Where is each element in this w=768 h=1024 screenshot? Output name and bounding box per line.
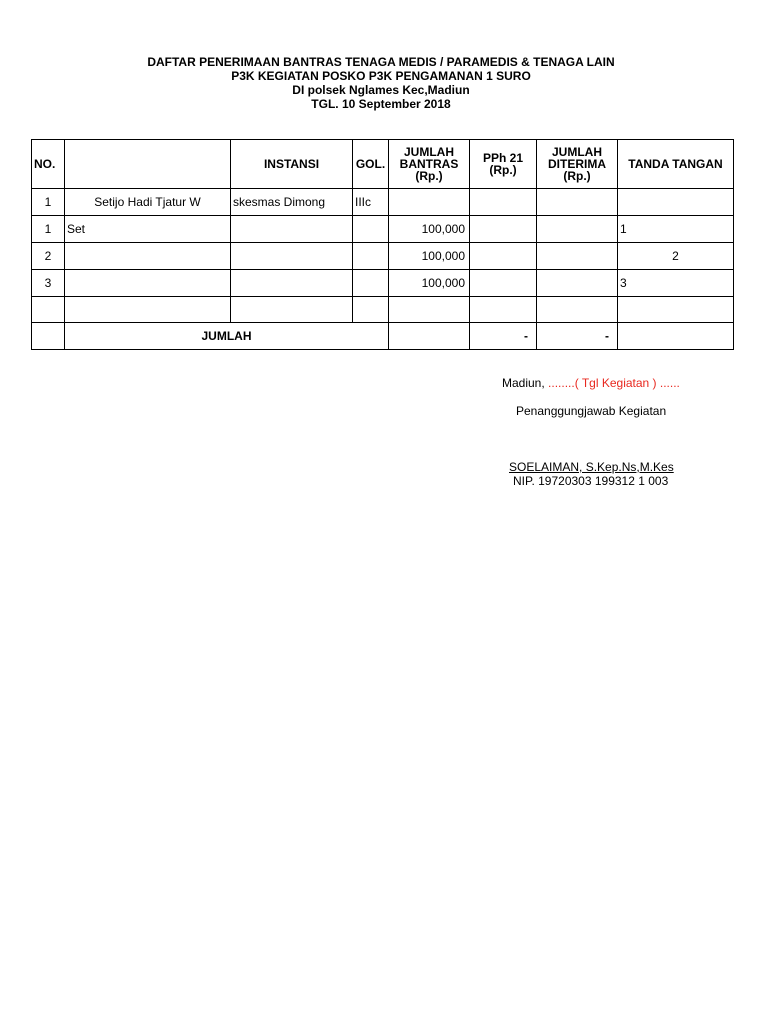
signature-place-date [502, 376, 680, 390]
table-row [32, 216, 734, 243]
cell-no: 1 [32, 216, 65, 243]
total-blank-cell [32, 323, 65, 350]
cell-instansi [231, 243, 353, 270]
cell-diterima [537, 270, 618, 297]
cell-no [32, 297, 65, 323]
cell-diterima [537, 297, 618, 323]
signature-name: SOELAIMAN, S.Kep.Ns,M.Kes [509, 460, 674, 474]
signature-role: Penanggungjawab Kegiatan [516, 404, 667, 418]
col-header-jumlah-bantras: JUMLAH BANTRAS (Rp.) [389, 140, 470, 189]
col-header-nama [65, 140, 231, 189]
table-row [32, 297, 734, 323]
cell-nama [65, 270, 231, 297]
doc-location: DI polsek Nglames Kec,Madiun [292, 83, 470, 97]
cell-pph [470, 270, 537, 297]
col-header-instansi: INSTANSI [231, 140, 353, 189]
cell-ttd: 1 [618, 216, 734, 243]
cell-diterima [537, 243, 618, 270]
cell-nama [65, 297, 231, 323]
cell-ttd: 3 [618, 270, 734, 297]
cell-ttd [618, 297, 734, 323]
doc-subtitle: P3K KEGIATAN POSKO P3K PENGAMANAN 1 SURO [231, 69, 531, 83]
cell-no: 3 [32, 270, 65, 297]
table-row [32, 270, 734, 297]
doc-title: DAFTAR PENERIMAAN BANTRAS TENAGA MEDIS / PARAMEDIS & TENAGA LAIN [147, 55, 615, 69]
total-label: JUMLAH [65, 323, 389, 350]
signature-date-placeholder: ........( Tgl Kegiatan ) ...... [548, 376, 680, 390]
col-header-no: NO. [32, 140, 65, 189]
cell-diterima [537, 189, 618, 216]
cell-bantras: 100,000 [389, 243, 470, 270]
cell-bantras: 100,000 [389, 270, 470, 297]
col-header-gol: GOL. [353, 140, 389, 189]
cell-bantras [389, 189, 470, 216]
cell-nama [65, 243, 231, 270]
doc-date: TGL. 10 September 2018 [311, 97, 451, 111]
table-header-row [32, 140, 734, 189]
cell-instansi: skesmas Dimong [231, 189, 353, 216]
cell-pph [470, 243, 537, 270]
cell-nama: Setijo Hadi Tjatur W [65, 189, 231, 216]
total-bantras [389, 323, 470, 350]
cell-gol: IIIc [353, 189, 389, 216]
cell-instansi [231, 297, 353, 323]
cell-gol [353, 270, 389, 297]
cell-no: 1 [32, 189, 65, 216]
cell-pph [470, 297, 537, 323]
total-pph: - [470, 323, 537, 350]
signature-place: Madiun, [502, 376, 545, 390]
col-header-tanda-tangan: TANDA TANGAN [618, 140, 734, 189]
cell-instansi [231, 216, 353, 243]
table-row [32, 243, 734, 270]
cell-pph [470, 216, 537, 243]
col-header-pph21: PPh 21 (Rp.) [470, 140, 537, 189]
cell-pph [470, 189, 537, 216]
cell-ttd [618, 189, 734, 216]
table-row [32, 189, 734, 216]
cell-bantras: 100,000 [389, 216, 470, 243]
cell-instansi [231, 270, 353, 297]
total-diterima: - [537, 323, 618, 350]
cell-gol [353, 243, 389, 270]
cell-nama: Set [65, 216, 231, 243]
total-row [32, 323, 734, 350]
cell-ttd: 2 [618, 243, 734, 270]
cell-diterima [537, 216, 618, 243]
cell-no: 2 [32, 243, 65, 270]
cell-gol [353, 297, 389, 323]
col-header-jumlah-diterima: JUMLAH DITERIMA (Rp.) [537, 140, 618, 189]
total-ttd [618, 323, 734, 350]
recipient-table [31, 139, 734, 350]
cell-gol [353, 216, 389, 243]
signature-nip: NIP. 19720303 199312 1 003 [513, 474, 669, 488]
cell-bantras [389, 297, 470, 323]
